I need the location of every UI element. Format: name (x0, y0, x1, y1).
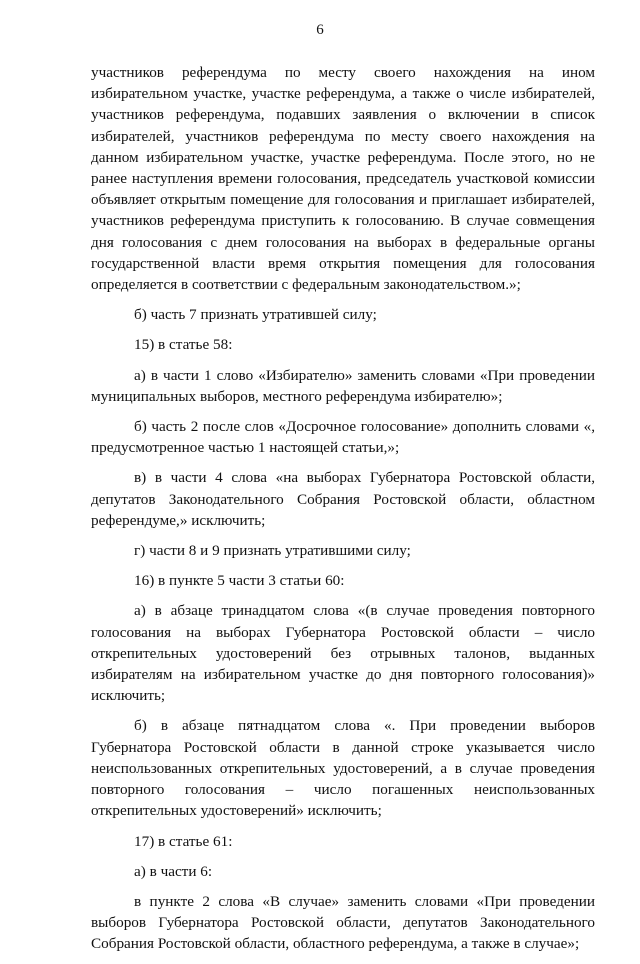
paragraph-item-a-part-6: а) в части 6: (134, 862, 213, 880)
paragraph-item-17-article-61: 17) в статье 61: (134, 832, 233, 850)
paragraph-item-b-paragraph-15: б) в абзаце пятнадцатом слова «. При проведении выборов Губернатора Ростовской области в данной строке указывается число неиспользованных открепительных удостоверений, а в случае проведения повторного голосования – число погашенных неиспользованных открепительных удостоверений» исключить; (91, 717, 595, 820)
paragraph-continued-text: участников референдума по месту своего нахождения на ином избирательном участке, участке референдума, а также о числе избирателей, участников референдума, подавших заявления о включении в список избирателей, участников референдума по месту своего нахождения на данном избирательном участке, участке референдума. После этого, но не ранее наступления времени голосования, председатель участковой комиссии объявляет открытым помещение для голосования и приглашает избирателей, участников референдума приступить к голосованию. В случае совмещения дня голосования с днем голосования на выборах в федеральные органы государственной власти время открытия помещения для голосования определяется в соответствии с федеральным законодательством.»; (91, 64, 595, 294)
paragraph-item-b-part-2: б) часть 2 после слов «Досрочное голосование» дополнить словами «, предусмотренное частью 1 настоящей статьи,»; (91, 418, 595, 457)
paragraph-item-16-article-60: 16) в пункте 5 части 3 статьи 60: (134, 572, 345, 590)
paragraph-item-15-article-58: 15) в статье 58: (134, 336, 233, 354)
paragraph-item-v-part-4: в) в части 4 слова «на выборах Губернатора Ростовской области, депутатов Законодательного Собрания Ростовской области, областном референдуме,» исключить; (91, 469, 595, 529)
paragraph-item-a-paragraph-13: а) в абзаце тринадцатом слова «(в случае проведения повторного голосования на выборах Губернатора Ростовской области – число открепительных удостоверений без отрывных талонов, выданных избирателям на избирательном участке до дня повторного голосования)» исключить; (91, 602, 595, 705)
paragraph-item-a-part-1: а) в части 1 слово «Избирателю» заменить словами «При проведении муниципальных выборов, местного референдума избирателю»; (91, 366, 595, 405)
paragraph-item-g-parts-8-9: г) части 8 и 9 признать утратившими силу; (134, 542, 411, 560)
page-number: 6 (316, 22, 324, 38)
paragraph-point-2: в пункте 2 слова «В случае» заменить словами «При проведении выборов Губернатора Ростовской области, депутатов Законодательного Собрания Ростовской области, областного референдума, а также в случае»; (91, 892, 595, 953)
paragraph-item-b-part-7: б) часть 7 признать утратившей силу; (134, 306, 377, 324)
document-body (91, 62, 595, 964)
